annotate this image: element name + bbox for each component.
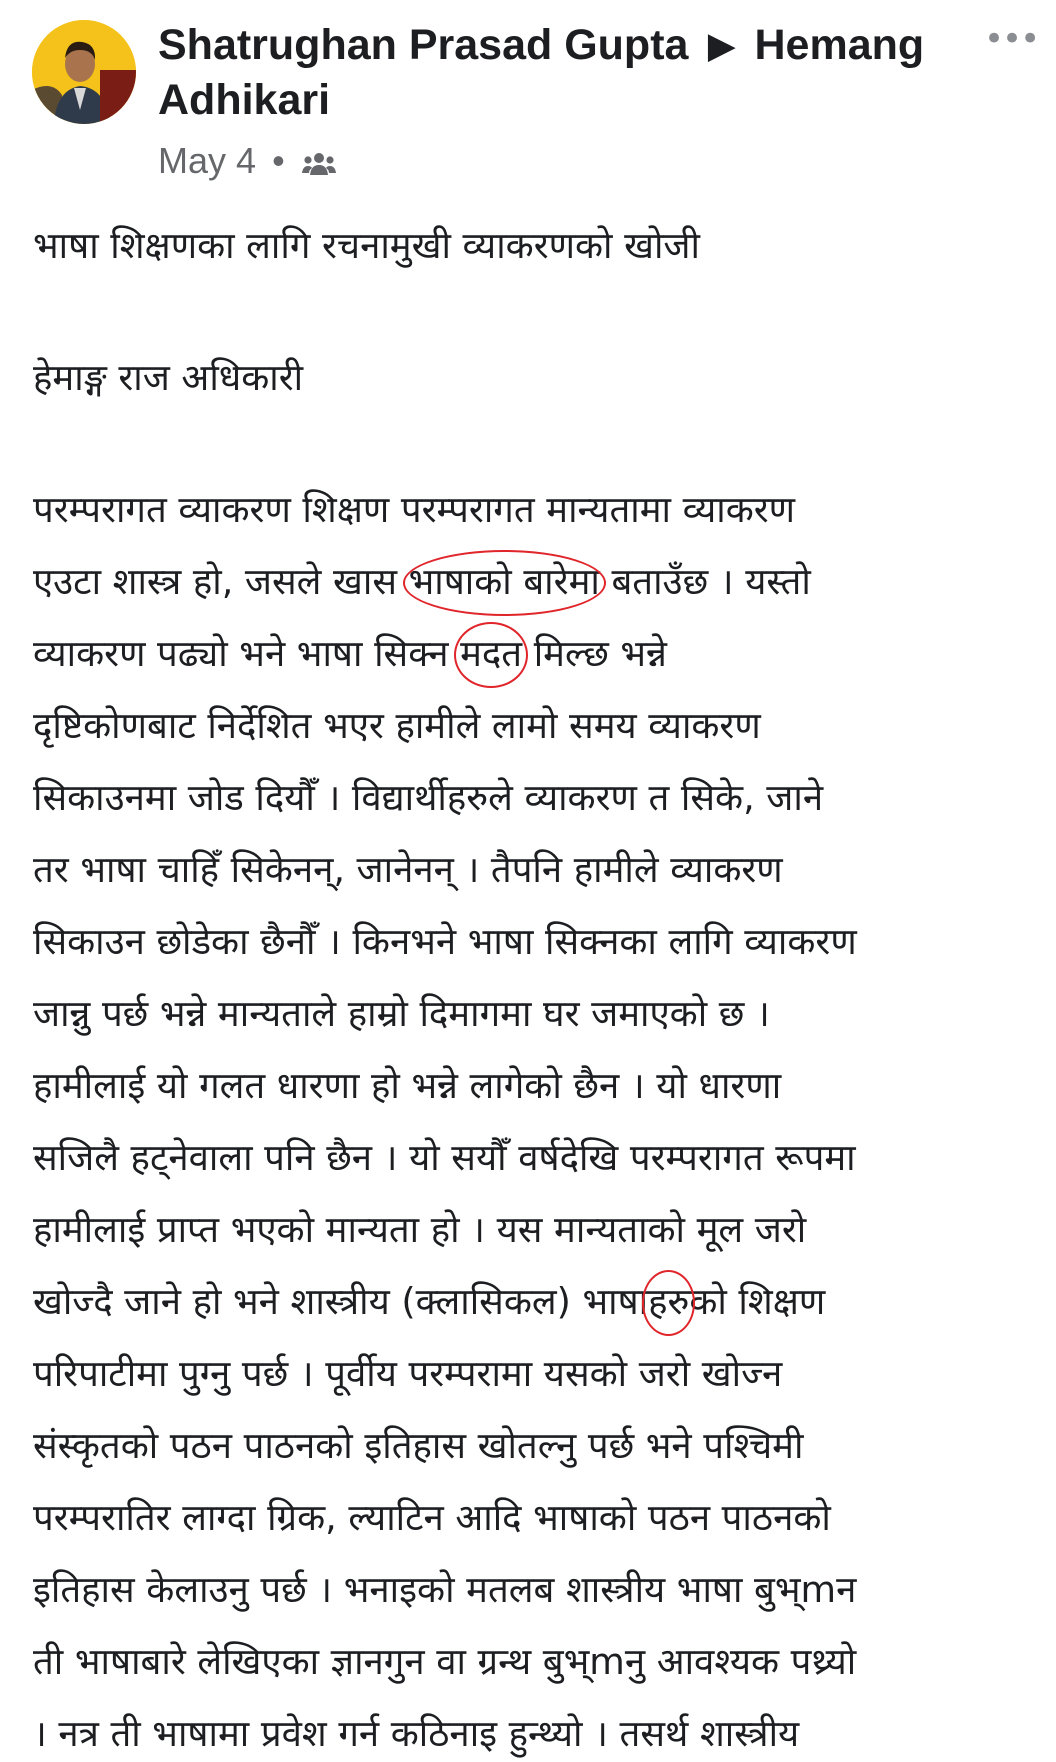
paragraph-line <box>33 1266 1053 1338</box>
paragraph-line <box>33 1050 1053 1122</box>
paragraph-line <box>33 762 1053 834</box>
meta-separator: • <box>272 140 285 181</box>
recipient-name[interactable]: Hemang <box>754 21 925 69</box>
post-author-line <box>158 18 968 127</box>
line-text: सिकाउन छोडेका छैनौँ । किनभने भाषा सिक्नका लागि व्याकरण <box>33 920 857 963</box>
article-paragraph <box>33 474 1053 1762</box>
paragraph-line <box>33 546 1053 618</box>
post-header <box>0 0 1056 190</box>
post-date[interactable]: May 4 <box>158 140 257 181</box>
avatar[interactable] <box>32 20 136 124</box>
paragraph-line <box>33 1338 1053 1410</box>
line-text: एउटा शास्त्र हो, जसले खास <box>33 560 409 603</box>
post-meta <box>158 139 337 183</box>
paragraph-line <box>33 1122 1053 1194</box>
line-text: संस्कृतको पठन पाठनको इतिहास खोतल्नु पर्छ भने पश्चिमी <box>33 1424 804 1467</box>
circled-annotation: मदत <box>460 618 522 690</box>
line-text: परिपाटीमा पुग्नु पर्छ । पूर्वीय परम्परामा यसको जरो खोज्न <box>33 1352 783 1395</box>
paragraph-line <box>33 1410 1053 1482</box>
line-text: व्याकरण पढ्यो भने भाषा सिक्न <box>33 632 461 675</box>
line-text: खोज्दै जाने हो भने शास्त्रीय (क्लासिकल) भाषा <box>33 1280 649 1323</box>
recipient-name-continued[interactable]: Adhikari <box>158 76 331 124</box>
shared-to-arrow-icon: ▶ <box>708 27 735 65</box>
paragraph-line <box>33 906 1053 978</box>
circled-annotation: हरु <box>648 1266 689 1338</box>
line-text: तर भाषा चाहिँ सिकेनन्, जानेनन् । तैपनि हामीले व्याकरण <box>33 848 783 891</box>
paragraph-line <box>33 474 1053 546</box>
line-text: ती भाषाबारे लेखिएका ज्ञानगुन वा ग्रन्थ बुभ्mनु आवश्यक पथ्र्यो <box>33 1640 857 1683</box>
paragraph-line <box>33 618 1053 690</box>
line-text: हामीलाई प्राप्त भएको मान्यता हो । यस मान्यताको मूल जरो <box>33 1208 807 1251</box>
line-text: हामीलाई यो गलत धारणा हो भन्ने लागेको छैन । यो धारणा <box>33 1064 782 1107</box>
line-text: दृष्टिकोणबाट निर्देशित भएर हामीले लामो समय व्याकरण <box>33 704 761 747</box>
paragraph-line <box>33 690 1053 762</box>
paragraph-line <box>33 1626 1053 1698</box>
line-text: सजिलै हट्नेवाला पनि छैन । यो सयौँ वर्षदेखि परम्परागत रूपमा <box>33 1136 856 1179</box>
line-text: सिकाउनमा जोड दियौँ । विद्यार्थीहरुले व्याकरण त सिके, जाने <box>33 776 824 819</box>
paragraph-line <box>33 1698 1053 1762</box>
line-text: । नत्र ती भाषामा प्रवेश गर्न कठिनाइ हुन्थ्यो । तसर्थ शास्त्रीय <box>33 1712 800 1755</box>
paragraph-line <box>33 1482 1053 1554</box>
line-text: परम्परातिर लाग्दा ग्रिक, ल्याटिन आदि भाषाको पठन पाठनको <box>33 1496 831 1539</box>
line-text: को शिक्षण <box>689 1280 826 1323</box>
paragraph-line <box>33 1554 1053 1626</box>
line-text: जान्नु पर्छ भन्ने मान्यताले हाम्रो दिमागमा घर जमाएको छ । <box>33 992 770 1035</box>
line-text: परम्परागत व्याकरण शिक्षण परम्परागत मान्यतामा व्याकरण <box>33 488 796 531</box>
line-text: इतिहास केलाउनु पर्छ । भनाइको मतलब शास्त्रीय भाषा बुभ्mन <box>33 1568 857 1611</box>
article-title: भाषा शिक्षणका लागि रचनामुखी व्याकरणको खोजी <box>33 224 700 267</box>
more-options-button[interactable]: ••• <box>984 19 1039 59</box>
profile-photo <box>32 20 136 124</box>
circled-annotation: भाषाको बारेमा <box>409 546 600 618</box>
article-byline: हेमाङ्ग राज अधिकारी <box>33 356 304 399</box>
paragraph-line <box>33 834 1053 906</box>
paragraph-line <box>33 978 1053 1050</box>
author-name[interactable]: Shatrughan Prasad Gupta <box>158 21 689 69</box>
post-body <box>33 210 1053 1762</box>
paragraph-gap <box>33 414 1053 474</box>
line-text: बताउँछ । यस्तो <box>599 560 811 603</box>
paragraph-gap <box>33 282 1053 342</box>
line-text: मिल्छ भन्ने <box>522 632 667 675</box>
friends-group-icon[interactable] <box>301 150 337 176</box>
paragraph-line <box>33 1194 1053 1266</box>
